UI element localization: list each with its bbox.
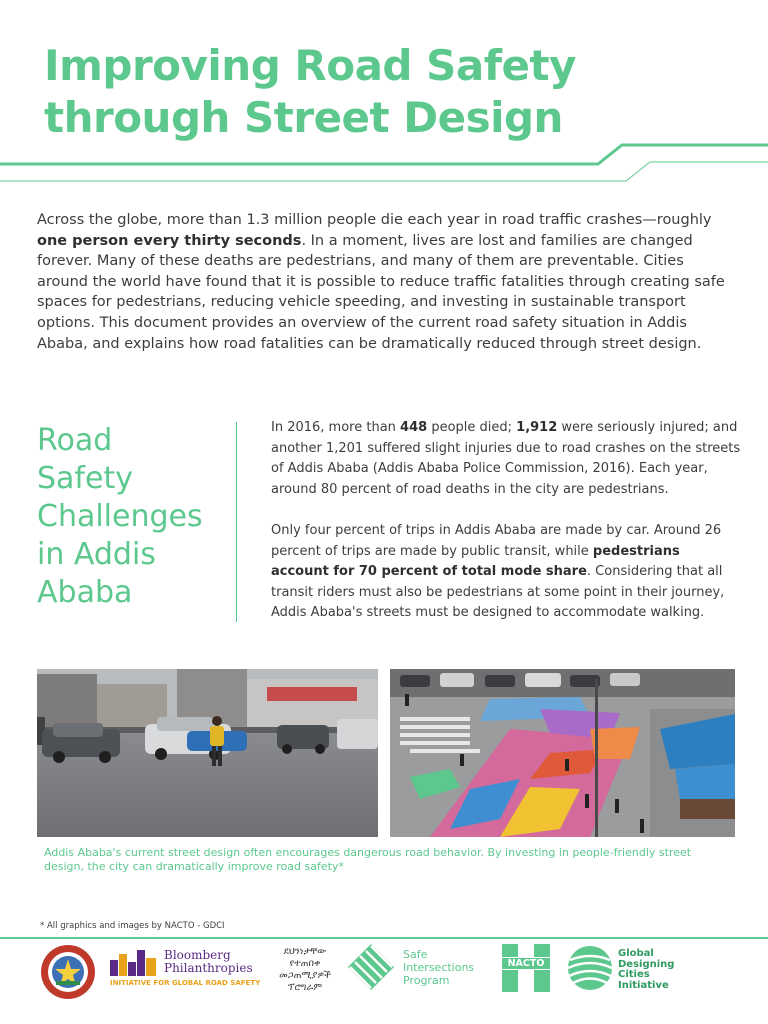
section-heading-line: Road	[37, 423, 113, 458]
section-heading-line: in Addis	[37, 537, 156, 572]
section-heading	[37, 422, 227, 612]
current-street-photo	[37, 669, 378, 837]
nacto-wordmark: NACTO	[507, 958, 545, 969]
footer-divider	[0, 937, 768, 939]
mode-share-emphasis: pedestrians account for 70 percent of total mode share	[271, 543, 680, 580]
global-designing-cities-initiative-logo	[566, 944, 716, 994]
bloomberg-philanthropies-logo	[110, 948, 261, 992]
police-seal-logo	[40, 944, 96, 1000]
gdci-globe-icon	[566, 944, 614, 992]
safe-intersections-line: Safe	[403, 948, 428, 961]
safe-intersections-diamond-icon	[346, 942, 396, 992]
section-heading-line: Ababa	[37, 575, 133, 610]
photo-caption: Addis Ababa's current street design often encourages dangerous road behavior. By investing in people-friendly street design, the city can dramatically improve road safety*	[44, 846, 692, 873]
gdci-line: Cities	[618, 969, 650, 980]
text-span: were seriously injured; and another 1,201 suffered slight injuries due to road crashes on the streets of Addis Ababa (Addis Ababa Police Commission, 2016). Each year, around 80 percent of road deaths in the city are pedestrians.	[271, 420, 741, 497]
safe-intersections-line: Program	[403, 974, 450, 987]
mode-share-paragraph	[271, 521, 741, 624]
intro-emphasis: one person every thirty seconds	[37, 232, 302, 249]
section-heading-line: Challenges	[37, 499, 203, 534]
gdci-line: Initiative	[618, 979, 669, 991]
amharic-line: መጋጠሚያዎች	[279, 970, 331, 981]
image-credit-footnote: * All graphics and images by NACTO - GDCI	[40, 921, 225, 931]
bloomberg-name-line-1: Bloomberg	[164, 948, 231, 962]
bloomberg-name-line-2: Philanthropies	[164, 961, 253, 975]
gdci-line: Designing	[618, 958, 675, 970]
section-divider	[236, 422, 237, 622]
intro-text-1: Across the globe, more than 1.3 million people die each year in road traffic crashes—roughly	[37, 212, 712, 228]
bloomberg-tagline: INITIATIVE FOR GLOBAL ROAD SAFETY	[110, 979, 261, 987]
amharic-line: ደህንነታቸው	[283, 946, 327, 957]
amharic-program-name	[268, 946, 342, 996]
gdci-line: Global	[618, 948, 654, 959]
nacto-logo	[502, 944, 550, 992]
header-divider	[0, 140, 768, 185]
intro-text-2: . In a moment, lives are lost and families are changed forever. Many of these deaths are pedestrians, and many of them are preventable. Cities around the world have found that it is possible to reduce traffic fatalities through creating safe spaces for pedestrians, reducing vehicle speeding, and investing in sustainable transport options. This document provides an overview of the current road safety situation in Addis Ababa, and explains how road fatalities can be dramatically reduced through street design.	[37, 232, 725, 352]
safe-intersections-program-logo	[346, 942, 486, 994]
deaths-count: 448	[400, 420, 428, 435]
text-span: . Considering that all transit riders must also be pedestrians at some point in their journey, Addis Ababa's streets must be designed to accommodate walking.	[271, 564, 725, 621]
page-title	[44, 40, 744, 144]
intro-paragraph	[37, 210, 737, 354]
text-span: In 2016, more than	[271, 420, 401, 435]
section-body	[271, 418, 741, 645]
statistics-paragraph	[271, 418, 741, 500]
safe-intersections-line: Intersections	[403, 961, 475, 974]
amharic-line: ፕሮግራም	[287, 982, 323, 993]
text-span: people died;	[427, 420, 517, 435]
redesigned-intersection-photo	[390, 669, 735, 837]
section-heading-line: Safety	[37, 461, 133, 496]
amharic-line: የተጠበቀ	[289, 958, 321, 969]
text-span: Only four percent of trips in Addis Ababa are made by car. Around 26 percent of trips are made by public transit, while	[271, 522, 722, 559]
page-title-line-2: through Street Design	[44, 93, 563, 142]
page-title-line-1: Improving Road Safety	[44, 41, 576, 90]
injuries-count: 1,912	[516, 420, 558, 435]
bloomberg-city-skyline-icon	[110, 950, 158, 976]
